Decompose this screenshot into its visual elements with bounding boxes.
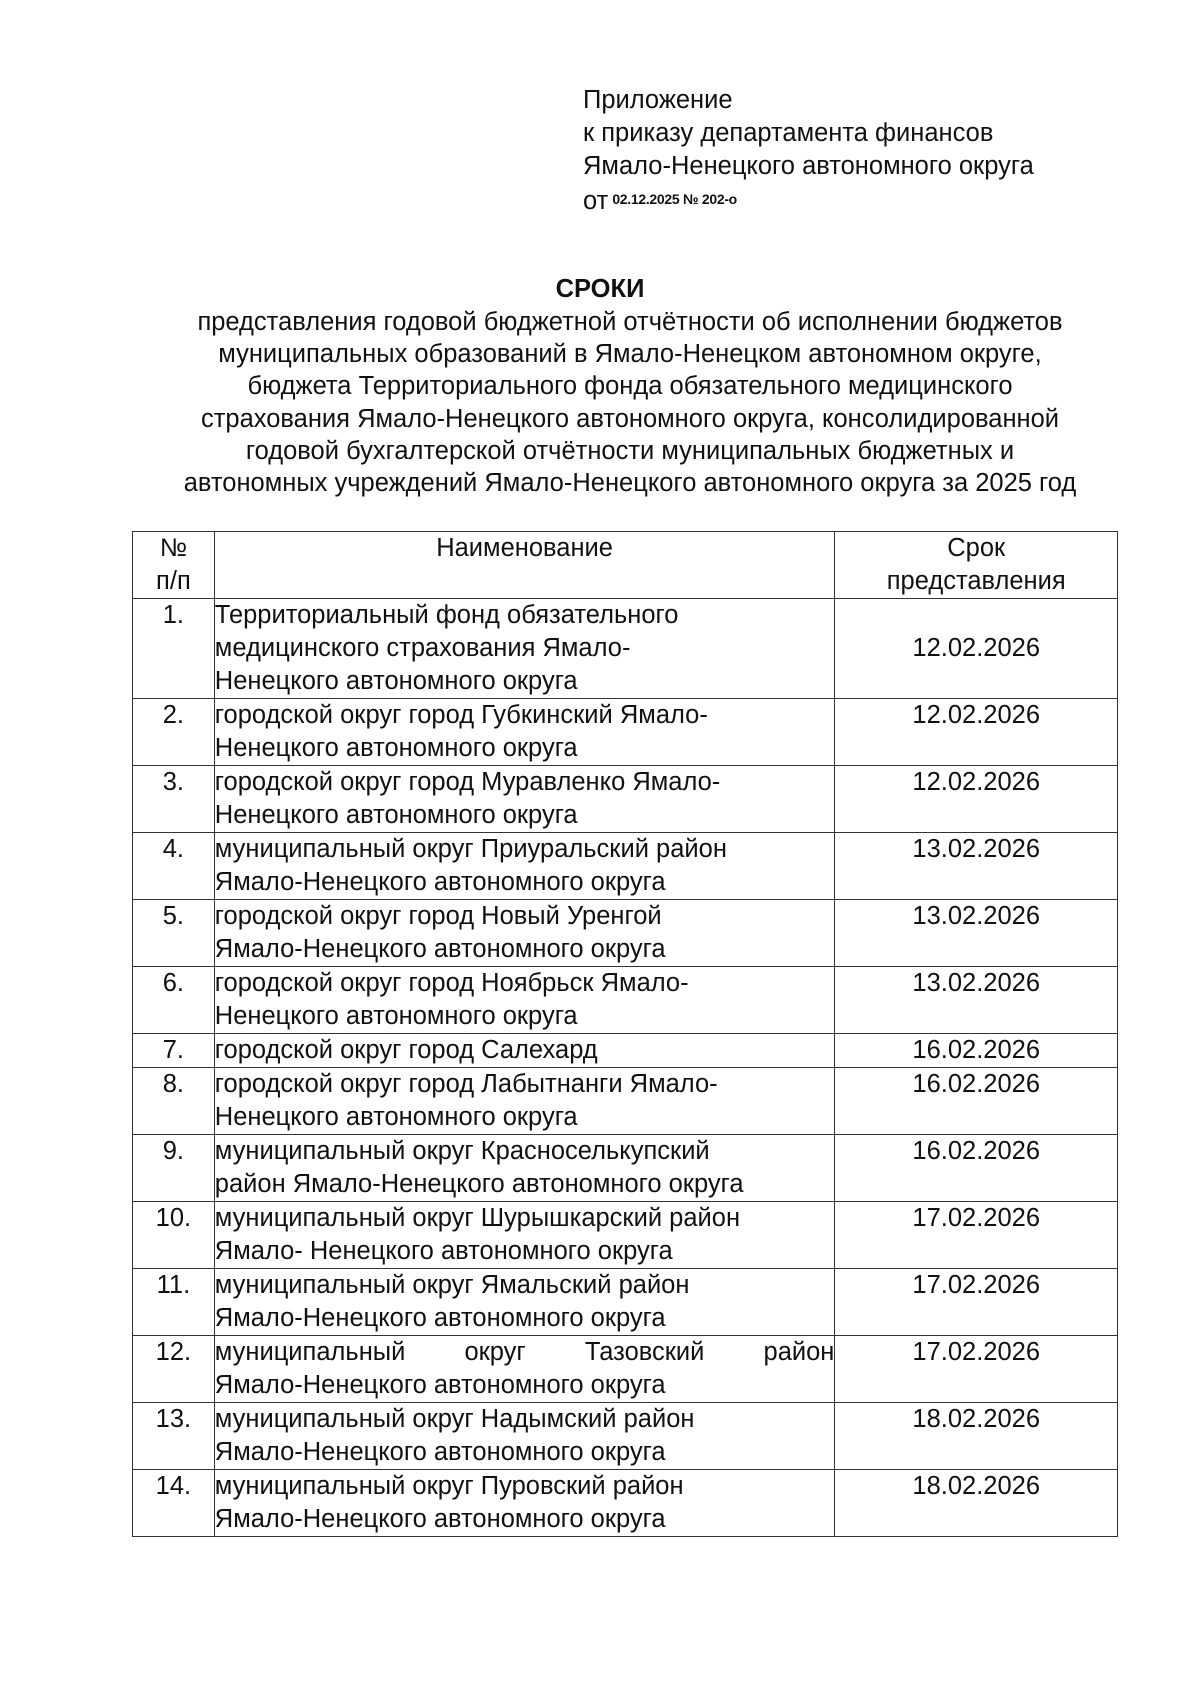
row-name [214,833,835,900]
appendix-line-3: Ямало-Ненецкого автономного округа [583,152,1034,180]
row-name-line: городской округ город Новый Уренгой [214,902,662,930]
appendix-header [583,84,1034,221]
table-row [133,1269,1118,1336]
table-row [133,967,1118,1034]
row-name-line: Ямало-Ненецкого автономного округа [214,1438,666,1466]
row-name [214,699,835,766]
row-name-word: округ [464,1338,526,1366]
row-deadline: 13.02.2026 [835,900,1118,967]
table-row [133,1202,1118,1269]
row-deadline: 16.02.2026 [835,1068,1118,1135]
row-number: 1. [133,599,215,699]
row-name-line: район Ямало-Ненецкого автономного округа [214,1170,744,1198]
row-name-line: городской округ город Лабытнанги Ямало- [214,1070,718,1098]
row-number: 12. [133,1336,215,1403]
row-name-line: Ямало-Ненецкого автономного округа [214,1304,666,1332]
subtitle-line-5: годовой бухгалтерской отчётности муниципальных бюджетных и [245,436,1015,465]
row-name-line: медицинского страхования Ямало- [214,634,631,662]
table-row [133,699,1118,766]
row-name-line: Ямало- Ненецкого автономного округа [214,1237,673,1265]
row-name-line: Ямало-Ненецкого автономного округа [214,868,666,896]
row-name-line: муниципальный округ Шурышкарский район [214,1204,741,1232]
subtitle-line-1: представления годовой бюджетной отчётности об исполнении бюджетов [197,308,1063,336]
row-number: 2. [133,699,215,766]
row-name-line: муниципальный округ Приуральский район [214,835,727,863]
row-name-line: муниципальный округ Пуровский район [214,1472,684,1500]
table-header-row [133,532,1118,599]
header-number-line-1: № [159,534,188,562]
row-name [214,1403,835,1470]
row-name [214,766,835,833]
deadlines-table [132,531,1118,1537]
row-deadline: 17.02.2026 [835,1202,1118,1269]
row-name-line: городской округ город Ноябрьск Ямало- [214,969,689,997]
document-title: СРОКИ [555,275,645,303]
row-name-line: Ненецкого автономного округа [214,667,578,695]
subtitle-line-4: страхования Ямало-Ненецкого автономного округа, консолидированной [200,404,1060,433]
row-deadline: 13.02.2026 [835,833,1118,900]
row-name [214,599,835,699]
row-number: 7. [133,1034,215,1068]
row-name-line: Ненецкого автономного округа [214,1103,578,1131]
order-prefix: от [583,187,609,215]
row-name-line: Ненецкого автономного округа [214,801,578,829]
table-row [133,1034,1118,1068]
row-deadline: 17.02.2026 [835,1269,1118,1336]
row-number: 11. [133,1269,215,1336]
row-number: 10. [133,1202,215,1269]
header-number [133,532,215,599]
header-deadline [835,532,1118,599]
row-number: 13. [133,1403,215,1470]
row-deadline: 12.02.2026 [835,599,1118,699]
row-name [214,1068,835,1135]
table-row [133,1403,1118,1470]
subtitle-line-3: бюджета Территориального фонда обязательного медицинского [247,372,1013,401]
row-number: 9. [133,1135,215,1202]
table-row [133,1470,1118,1537]
row-number: 5. [133,900,215,967]
row-deadline: 16.02.2026 [835,1135,1118,1202]
header-name: Наименование [214,532,835,599]
table-row [133,1068,1118,1135]
row-name-word: муниципальный [214,1338,406,1366]
row-name-line: Ненецкого автономного округа [214,1002,578,1030]
row-name-line: муниципальный округ Ямальский район [214,1271,690,1299]
row-number: 3. [133,766,215,833]
row-deadline: 12.02.2026 [835,699,1118,766]
row-name [214,900,835,967]
subtitle-line-6: автономных учреждений Ямало-Ненецкого автономного округа за 2025 год [183,469,1077,498]
row-name [214,1470,835,1537]
header-deadline-line-2: представления [886,567,1066,595]
row-name-line: Ямало-Ненецкого автономного округа [214,1505,666,1533]
row-deadline: 17.02.2026 [835,1336,1118,1403]
row-name-line: Территориальный фонд обязательного [214,601,679,629]
table-row [133,1135,1118,1202]
table-row [133,833,1118,900]
row-deadline: 18.02.2026 [835,1403,1118,1470]
appendix-line-2: к приказу департамента финансов [583,119,994,147]
row-name [214,1336,835,1403]
order-reference [583,185,1034,221]
row-name-line: городской округ город Муравленко Ямало- [214,768,721,796]
appendix-line-1: Приложение [583,86,733,114]
subtitle-line-2: муниципальных образований в Ямало-Ненецком автономном округе, [218,340,1042,369]
row-name-line: муниципальный округ Надымский район [214,1405,695,1433]
row-name-word: район [763,1338,835,1366]
row-name [214,1202,835,1269]
table-row [133,900,1118,967]
row-deadline: 12.02.2026 [835,766,1118,833]
table-row [133,599,1118,699]
document-subtitle [130,306,1130,499]
row-deadline: 13.02.2026 [835,967,1118,1034]
row-name [214,1269,835,1336]
row-number: 4. [133,833,215,900]
header-deadline-line-1: Срок [947,534,1006,562]
row-name-line: Ямало-Ненецкого автономного округа [214,935,666,963]
row-deadline: 18.02.2026 [835,1470,1118,1537]
row-name-line: городской округ город Салехард [214,1036,598,1064]
row-number: 8. [133,1068,215,1135]
row-name-line: муниципальный округ Красноселькупский [214,1137,710,1165]
row-name [214,967,835,1034]
row-name-line: Ненецкого автономного округа [214,734,578,762]
table-row [133,766,1118,833]
table-row [133,1336,1118,1403]
row-number: 14. [133,1470,215,1537]
row-number: 6. [133,967,215,1034]
header-number-line-2: п/п [156,567,191,595]
row-deadline: 16.02.2026 [835,1034,1118,1068]
row-name-line: городской округ город Губкинский Ямало- [214,701,708,729]
row-name [214,1034,835,1068]
row-name-word: Тазовский [584,1338,705,1366]
table-body [133,599,1118,1537]
row-name [214,1135,835,1202]
row-name-line [215,1336,835,1369]
order-date-number: 02.12.2025 № 202-о [612,191,737,207]
row-name-line: Ямало-Ненецкого автономного округа [214,1371,666,1399]
